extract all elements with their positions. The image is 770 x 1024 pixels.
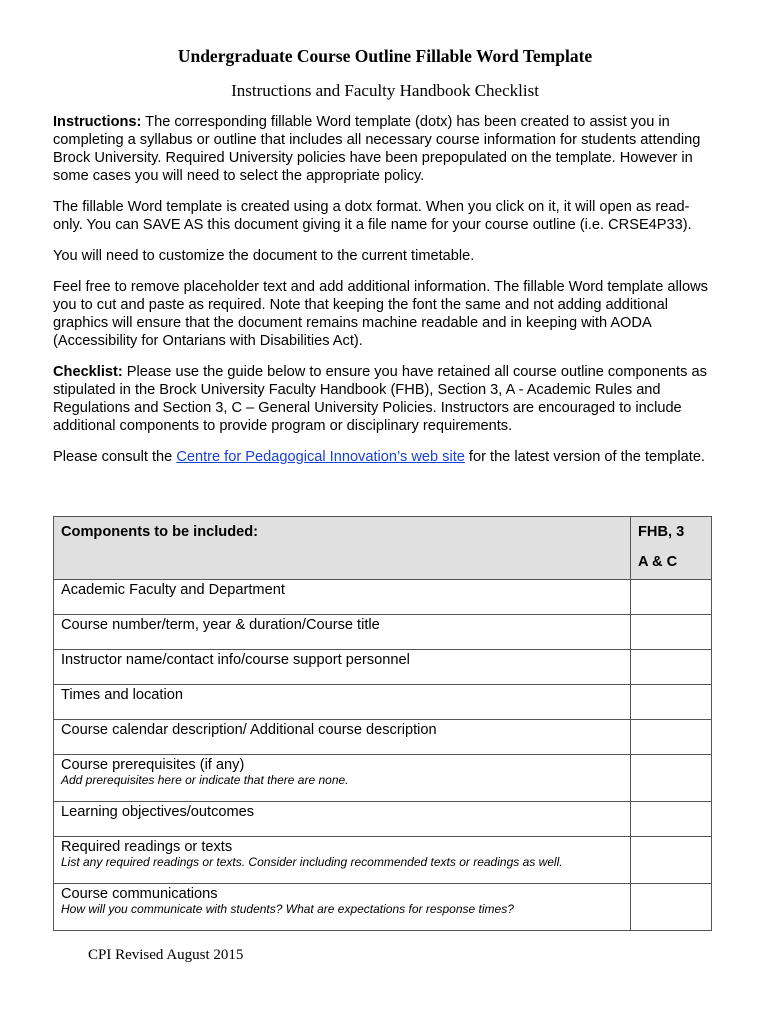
component-cell — [54, 650, 631, 685]
table-row — [54, 615, 712, 650]
consult-text-before: Please consult the — [53, 449, 177, 465]
component-note: Add prerequisites here or indicate that there are none. — [61, 773, 349, 787]
fhb-check-cell[interactable] — [631, 580, 712, 615]
table-row — [54, 755, 712, 802]
component-cell — [54, 884, 631, 931]
component-cell — [54, 720, 631, 755]
consult-text-after: for the latest version of the template. — [464, 449, 705, 465]
component-note: List any required readings or texts. Consider including recommended texts or readings as well. — [61, 855, 563, 869]
table-row — [54, 884, 712, 931]
component-label: Course communications — [61, 886, 218, 902]
fhb-check-cell[interactable] — [631, 802, 712, 837]
component-label: Academic Faculty and Department — [61, 582, 285, 598]
timetable-paragraph: You will need to customize the document to the current timetable. — [53, 248, 475, 264]
document-title: Undergraduate Course Outline Fillable Word Template — [177, 46, 593, 66]
component-label: Course prerequisites (if any) — [61, 757, 245, 773]
component-label: Required readings or texts — [61, 839, 233, 855]
table-row — [54, 720, 712, 755]
fhb-check-cell[interactable] — [631, 837, 712, 884]
component-label: Instructor name/contact info/course support personnel — [61, 652, 410, 668]
table-row — [54, 580, 712, 615]
table-row — [54, 650, 712, 685]
fhb-check-cell[interactable] — [631, 884, 712, 931]
instructions-paragraph — [53, 113, 718, 185]
component-cell — [54, 755, 631, 802]
header-fhb — [631, 517, 712, 580]
document-subtitle: Instructions and Faculty Handbook Checklist — [231, 81, 539, 100]
header-components: Components to be included: — [54, 517, 631, 580]
component-cell — [54, 580, 631, 615]
header-fhb-line1: FHB, 3 — [638, 524, 685, 540]
table-row — [54, 802, 712, 837]
component-label: Times and location — [61, 687, 183, 703]
fhb-check-cell[interactable] — [631, 685, 712, 720]
component-label: Course number/term, year & duration/Course title — [61, 617, 380, 633]
component-cell — [54, 837, 631, 884]
dotx-paragraph: The fillable Word template is created using a dotx format. When you click on it, it will open as read-only. You can SAVE AS this document giving it a file name for your course outline (i.e. CRSE4P33). — [53, 199, 692, 233]
fhb-check-cell[interactable] — [631, 755, 712, 802]
checklist-paragraph — [53, 363, 718, 435]
table-header-row — [54, 517, 712, 580]
fhb-check-cell[interactable] — [631, 650, 712, 685]
revision-footer: CPI Revised August 2015 — [88, 947, 244, 963]
fhb-check-cell[interactable] — [631, 615, 712, 650]
components-checklist-table — [53, 516, 712, 931]
instructions-label: Instructions: — [53, 114, 142, 130]
consult-paragraph — [53, 448, 718, 466]
header-fhb-line2: A & C — [638, 554, 678, 570]
placeholder-paragraph: Feel free to remove placeholder text and add additional information. The fillable Word template allows you to cut and paste as required. Note that keeping the font the same and not adding additional graphics will ensure that the document remains machine readable and in keeping with AODA (Accessibility for Ontarians with Disabilities Act). — [53, 279, 708, 349]
instructions-text: The corresponding fillable Word template (dotx) has been created to assist you in completing a syllabus or outline that includes all necessary course information for students attending Brock University. Required University policies have been prepopulated on the template. However in some cases you will need to select the appropriate policy. — [53, 114, 701, 184]
checklist-text: Please use the guide below to ensure you have retained all course outline components as stipulated in the Brock University Faculty Handbook (FHB), Section 3, A - Academic Rules and Regulations and Section 3, C – General University Policies. Instructors are encouraged to include additional components to provide program or disciplinary requirements. — [53, 364, 707, 434]
fhb-check-cell[interactable] — [631, 720, 712, 755]
component-cell — [54, 685, 631, 720]
component-cell — [54, 802, 631, 837]
table-row — [54, 837, 712, 884]
instructions-body — [53, 113, 718, 479]
component-note: How will you communicate with students? What are expectations for response times? — [61, 902, 514, 916]
checklist-label: Checklist: — [53, 364, 123, 380]
component-cell — [54, 615, 631, 650]
component-label: Learning objectives/outcomes — [61, 804, 255, 820]
table-row — [54, 685, 712, 720]
cpi-website-link[interactable]: Centre for Pedagogical Innovation’s web site — [176, 449, 465, 465]
component-label: Course calendar description/ Additional course description — [61, 722, 437, 738]
